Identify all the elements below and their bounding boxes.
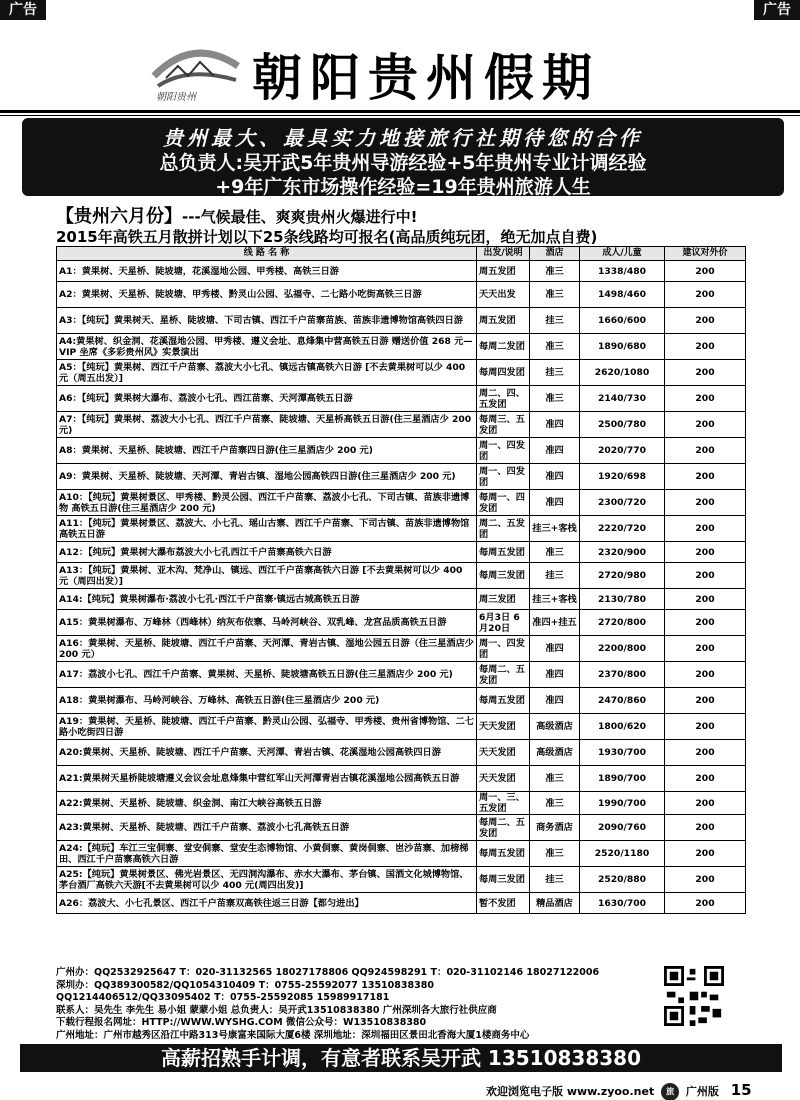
hotel-cell: 准三: [530, 334, 580, 360]
suggested-price-cell: 200: [665, 490, 746, 516]
table-row: [57, 516, 746, 542]
price-cell: 2500/780: [580, 412, 665, 438]
hotel-cell: 准三: [530, 282, 580, 308]
table-row: [57, 282, 746, 308]
hotel-cell: 挂三: [530, 867, 580, 893]
suggested-price-cell: 200: [665, 282, 746, 308]
route-cell: A14:【纯玩】黄果树瀑布·荔波小七孔·西江千户苗寨·镇远古城高铁五日游: [57, 589, 477, 610]
logo-caption: 朝阳贵州: [156, 92, 196, 103]
suggested-price-cell: 200: [665, 412, 746, 438]
departure-cell: 每周二、五发团: [477, 815, 530, 841]
hotel-cell: 挂三: [530, 308, 580, 334]
suggested-price-cell: 200: [665, 438, 746, 464]
table-row: [57, 688, 746, 714]
table-row: [57, 334, 746, 360]
route-cell: A9：黄果树、天星桥、陡坡塘、天河潭、青岩古镇、湿地公园高铁四日游(住三星酒店少 200 元): [57, 464, 477, 490]
contact-line: 深圳办：QQ389300582/QQ1054310409 T：0755-25592077 13510838380: [56, 979, 434, 991]
departure-cell: 周一、三、五发团: [477, 792, 530, 815]
suggested-price-cell: 200: [665, 740, 746, 766]
routes-body: [57, 261, 746, 914]
price-cell: 2320/900: [580, 542, 665, 563]
price-cell: 2370/800: [580, 662, 665, 688]
contact-line: 下载行程报名网址：HTTP://WWW.WYSHG.COM 微信公众号：W13510838380: [56, 1017, 427, 1029]
price-cell: 2090/760: [580, 815, 665, 841]
header-route: 线 路 名 称: [57, 247, 477, 261]
banner-line-2: 总负责人:吴开武5年贵州导游经验+5年贵州专业计调经验: [159, 152, 647, 174]
table-row: [57, 563, 746, 589]
table-row: [57, 841, 746, 867]
route-cell: A7：【纯玩】黄果树、荔波大小七孔、西江千户苗寨、陡坡塘、天星桥高铁五日游(住三星酒店少 200 元): [57, 412, 477, 438]
route-cell: A23:黄果树、天星桥、陡坡塘、西江千户苗寨、荔波小七孔高铁五日游: [57, 815, 477, 841]
price-cell: 1890/700: [580, 766, 665, 792]
price-cell: 2300/720: [580, 490, 665, 516]
route-cell: A6：【纯玩】黄果树大瀑布、荔波小七孔、西江苗寨、天河潭高铁五日游: [57, 386, 477, 412]
route-cell: A4:黄果树、织金洞、花溪湿地公园、甲秀楼、遵义会址、息烽集中营高铁五日游 赠送价值 268 元—VIP 坐席《多彩贵州风》实景演出: [57, 334, 477, 360]
hotel-cell: 挂三+客栈: [530, 589, 580, 610]
header-departure: 出发/说明: [477, 247, 530, 261]
price-cell: 2470/860: [580, 688, 665, 714]
hotel-cell: 准四: [530, 688, 580, 714]
suggested-price-cell: 200: [665, 893, 746, 914]
suggested-price-cell: 200: [665, 867, 746, 893]
ad-tag-right: 广告: [754, 0, 800, 20]
route-cell: A2：黄果树、天星桥、陡坡塘、甲秀楼、黔灵山公园、弘福寺、二七路小吃街高铁三日游: [57, 282, 477, 308]
departure-cell: 周二、四、五发团: [477, 386, 530, 412]
route-cell: A5：【纯玩】黄果树、西江千户苗寨、荔波大小七孔、镇远古镇高铁六日游 [不去黄果树可以少 400 元（周五出发）]: [57, 360, 477, 386]
price-cell: 1930/700: [580, 740, 665, 766]
suggested-price-cell: 200: [665, 610, 746, 636]
season-tag: 【贵州六月份】: [56, 206, 182, 227]
hotel-cell: 准三: [530, 792, 580, 815]
hotel-cell: 高级酒店: [530, 740, 580, 766]
route-cell: A3：【纯玩】黄果树天、星桥、陡坡塘、下司古镇、西江千户苗寨苗族、苗族非遗博物馆高铁四日游: [57, 308, 477, 334]
hotel-cell: 挂三: [530, 563, 580, 589]
departure-cell: 每周二发团: [477, 334, 530, 360]
route-cell: A12：【纯玩】黄果树大瀑布荔波大小七孔西江千户苗寨高铁六日游: [57, 542, 477, 563]
table-row: [57, 792, 746, 815]
departure-cell: 周五发团: [477, 308, 530, 334]
table-row: [57, 261, 746, 282]
season-subtitle: ---气候最佳、爽爽贵州火爆进行中!: [182, 208, 418, 226]
departure-cell: 暂不发团: [477, 893, 530, 914]
hotel-cell: 准四: [530, 464, 580, 490]
departure-cell: 天天出发: [477, 282, 530, 308]
price-cell: 1630/700: [580, 893, 665, 914]
route-cell: A26：荔波大、小七孔景区、西江千户苗寨双高铁往返三日游【都匀进出】: [57, 893, 477, 914]
hotel-cell: 准四: [530, 636, 580, 662]
banner-line-1: 贵州最大、最具实力地接旅行社期待您的合作: [163, 126, 643, 150]
table-row: [57, 490, 746, 516]
departure-cell: 6月3日 6月20日: [477, 610, 530, 636]
table-row: [57, 360, 746, 386]
departure-cell: 周三发团: [477, 589, 530, 610]
route-cell: A21:黄果树天星桥陡坡塘遵义会议会址息烽集中营红军山天河潭青岩古镇花溪湿地公园高铁五日游: [57, 766, 477, 792]
departure-cell: 每周三、五发团: [477, 412, 530, 438]
departure-cell: 每周四发团: [477, 360, 530, 386]
route-cell: A25:【纯玩】黄果树景区、佛光岩景区、无四洞沟瀑布、赤水大瀑布、茅台镇、国酒文化城博物馆、茅台酒厂高铁六天游[不去黄果树可以少 400 元(周四出发)]: [57, 867, 477, 893]
departure-cell: 每周五发团: [477, 542, 530, 563]
suggested-price-cell: 200: [665, 542, 746, 563]
hotel-cell: 商务酒店: [530, 815, 580, 841]
table-row: [57, 893, 746, 914]
brand-title: 朝阳贵州假期: [252, 48, 600, 107]
table-row: [57, 815, 746, 841]
suggested-price-cell: 200: [665, 589, 746, 610]
suggested-price-cell: 200: [665, 334, 746, 360]
table-row: [57, 766, 746, 792]
banner-line-3: +9年广东市场操作经验=19年贵州旅游人生: [215, 176, 591, 198]
hotel-cell: 准四: [530, 490, 580, 516]
hotel-cell: 准三: [530, 766, 580, 792]
departure-cell: 天天发团: [477, 714, 530, 740]
suggested-price-cell: 200: [665, 841, 746, 867]
departure-cell: 天天发团: [477, 740, 530, 766]
season-heading: [56, 202, 418, 228]
suggested-price-cell: 200: [665, 386, 746, 412]
suggested-price-cell: 200: [665, 636, 746, 662]
price-cell: 1990/700: [580, 792, 665, 815]
suggested-price-cell: 200: [665, 464, 746, 490]
departure-cell: 每周三发团: [477, 867, 530, 893]
contact-line: 联系人：吴先生 李先生 易小姐 蒙蒙小姐 总负责人：吴开武13510838380 广州深圳各大旅行社供应商: [56, 1004, 497, 1016]
hotel-cell: 高级酒店: [530, 714, 580, 740]
price-cell: 2520/1180: [580, 841, 665, 867]
price-cell: 2020/770: [580, 438, 665, 464]
price-cell: 2520/880: [580, 867, 665, 893]
price-cell: 1800/620: [580, 714, 665, 740]
hotel-cell: 挂三: [530, 360, 580, 386]
qr-code-icon: [664, 966, 724, 1026]
departure-cell: 周一、四发团: [477, 464, 530, 490]
route-cell: A8：黄果树、天星桥、陡坡塘、西江千户苗寨四日游(住三星酒店少 200 元): [57, 438, 477, 464]
departure-cell: 天天发团: [477, 766, 530, 792]
header-suggested: 建议对外价: [665, 247, 746, 261]
table-row: [57, 662, 746, 688]
hotel-cell: 精品酒店: [530, 893, 580, 914]
departure-cell: 周一、四发团: [477, 438, 530, 464]
hotel-cell: 挂三+客栈: [530, 516, 580, 542]
departure-cell: 周五发团: [477, 261, 530, 282]
suggested-price-cell: 200: [665, 714, 746, 740]
route-cell: A1：黄果树、天星桥、陡坡塘，花溪湿地公园、甲秀楼、高铁三日游: [57, 261, 477, 282]
suggested-price-cell: 200: [665, 792, 746, 815]
suggested-price-cell: 200: [665, 662, 746, 688]
suggested-price-cell: 200: [665, 688, 746, 714]
top-rule: [0, 110, 800, 113]
price-cell: 1498/460: [580, 282, 665, 308]
table-row: [57, 542, 746, 563]
header-hotel: 酒店: [530, 247, 580, 261]
departure-cell: 每周一、四发团: [477, 490, 530, 516]
contact-line: 广州办：QQ2532925647 T：020-31132565 18027178806 QQ924598291 T：020-31102146 18027122006: [56, 967, 600, 978]
suggested-price-cell: 200: [665, 563, 746, 589]
contact-line: QQ1214406512/QQ33095402 T：0755-25592085 15989917181: [56, 992, 390, 1004]
page-footer: [486, 1081, 752, 1100]
page-number: 15: [730, 1081, 752, 1099]
table-header-row: [57, 247, 746, 261]
price-cell: 1890/680: [580, 334, 665, 360]
table-row: [57, 740, 746, 766]
route-cell: A22:黄果树、天星桥、陡坡塘、织金洞、南江大峡谷高铁五日游: [57, 792, 477, 815]
price-cell: 2720/800: [580, 610, 665, 636]
hotel-cell: 准三: [530, 386, 580, 412]
route-cell: A10：【纯玩】黄果树景区、甲秀楼、黔灵公园、西江千户苗寨、荔波小七孔、下司古镇、苗族非遗博物 高铁五日游(住三星酒店少 200 元): [57, 490, 477, 516]
table-row: [57, 867, 746, 893]
route-cell: A17：荔波小七孔、西江千户苗寨、黄果树、天星桥、陡坡塘高铁五日游(住三星酒店少 200 元): [57, 662, 477, 688]
departure-cell: 每周五发团: [477, 841, 530, 867]
route-cell: A16：黄果树、天星桥、陡坡塘、西江千户苗寨、天河潭、青岩古镇、湿地公园五日游（住三星酒店少 200 元）: [57, 636, 477, 662]
table-row: [57, 412, 746, 438]
header-price: 成人/儿童: [580, 247, 665, 261]
departure-cell: 周一、四发团: [477, 636, 530, 662]
departure-cell: 每周二、五发团: [477, 662, 530, 688]
suggested-price-cell: 200: [665, 516, 746, 542]
price-cell: 2220/720: [580, 516, 665, 542]
route-cell: A18：黄果树瀑布、马岭河峡谷、万峰林、高铁五日游(住三星酒店少 200 元): [57, 688, 477, 714]
table-row: [57, 636, 746, 662]
table-row: [57, 464, 746, 490]
table-row: [57, 714, 746, 740]
routes-table: [56, 246, 746, 914]
route-cell: A11：【纯玩】黄果树景区、荔波大、小七孔、瑶山古寨、西江千户苗寨、下司古镇、苗族非遗博物馆高铁五日游: [57, 516, 477, 542]
intro-banner: [22, 118, 784, 196]
suggested-price-cell: 200: [665, 815, 746, 841]
price-cell: 2130/780: [580, 589, 665, 610]
price-cell: 1660/600: [580, 308, 665, 334]
contact-line: 广州地址：广州市越秀区沿江中路313号康富来国际大厦6楼 深圳地址：深圳福田区景田北香海大厦1楼商务中心: [56, 1029, 530, 1041]
footer-edition: 广州版: [685, 1085, 719, 1098]
departure-cell: 周二、五发团: [477, 516, 530, 542]
suggested-price-cell: 200: [665, 308, 746, 334]
route-cell: A13：【纯玩】黄果树、亚木沟、梵净山、镇远、西江千户苗寨高铁六日游 [不去黄果树可以少 400 元（周四出发）]: [57, 563, 477, 589]
hotel-cell: 准三: [530, 542, 580, 563]
table-row: [57, 308, 746, 334]
table-row: [57, 438, 746, 464]
hotel-cell: 准三: [530, 841, 580, 867]
footer-site: 欢迎浏览电子版 www.zyoo.net: [486, 1085, 655, 1098]
price-cell: 2720/980: [580, 563, 665, 589]
table-row: [57, 386, 746, 412]
hotel-cell: 准三: [530, 261, 580, 282]
zyoo-logo-icon: 旅: [661, 1083, 679, 1100]
departure-cell: 每周五发团: [477, 688, 530, 714]
hotel-cell: 准四+挂五: [530, 610, 580, 636]
route-cell: A24:【纯玩】车江三宝侗寨、堂安侗寨、堂安生态博物馆、小黄侗寨、黄岗侗寨、岜沙苗寨、加榜梯田、西江千户苗寨高铁六日游: [57, 841, 477, 867]
suggested-price-cell: 200: [665, 766, 746, 792]
departure-cell: 每周三发团: [477, 563, 530, 589]
hotel-cell: 准四: [530, 662, 580, 688]
plan-title: 2015年高铁五月散拼计划以下25条线路均可报名(高品质纯玩团，绝无加点自费): [56, 228, 598, 246]
price-cell: 1338/480: [580, 261, 665, 282]
ad-tag-left: 广告: [0, 0, 46, 20]
suggested-price-cell: 200: [665, 360, 746, 386]
table-row: [57, 589, 746, 610]
hotel-cell: 准四: [530, 412, 580, 438]
table-row: [57, 610, 746, 636]
price-cell: 2140/730: [580, 386, 665, 412]
route-cell: A19：黄果树、天星桥、陡坡塘、西江千户苗寨、黔灵山公园、弘福寺、甲秀楼、贵州省博物馆、二七路小吃街四日游: [57, 714, 477, 740]
route-cell: A15：黄果树瀑布、万峰林（西峰林）纳灰布依寨、马岭河峡谷、双乳峰、龙宫品质高铁五日游: [57, 610, 477, 636]
route-cell: A20:黄果树、天星桥、陡坡塘、西江千户苗寨、天河潭、青岩古镇、花溪湿地公园高铁四日游: [57, 740, 477, 766]
contact-block: [56, 967, 656, 1043]
price-cell: 2200/800: [580, 636, 665, 662]
footer-banner: 高薪招熟手计调，有意者联系吴开武 13510838380: [20, 1044, 782, 1072]
top-rule-thin: [0, 115, 800, 116]
price-cell: 1920/698: [580, 464, 665, 490]
suggested-price-cell: 200: [665, 261, 746, 282]
hotel-cell: 准四: [530, 438, 580, 464]
price-cell: 2620/1080: [580, 360, 665, 386]
